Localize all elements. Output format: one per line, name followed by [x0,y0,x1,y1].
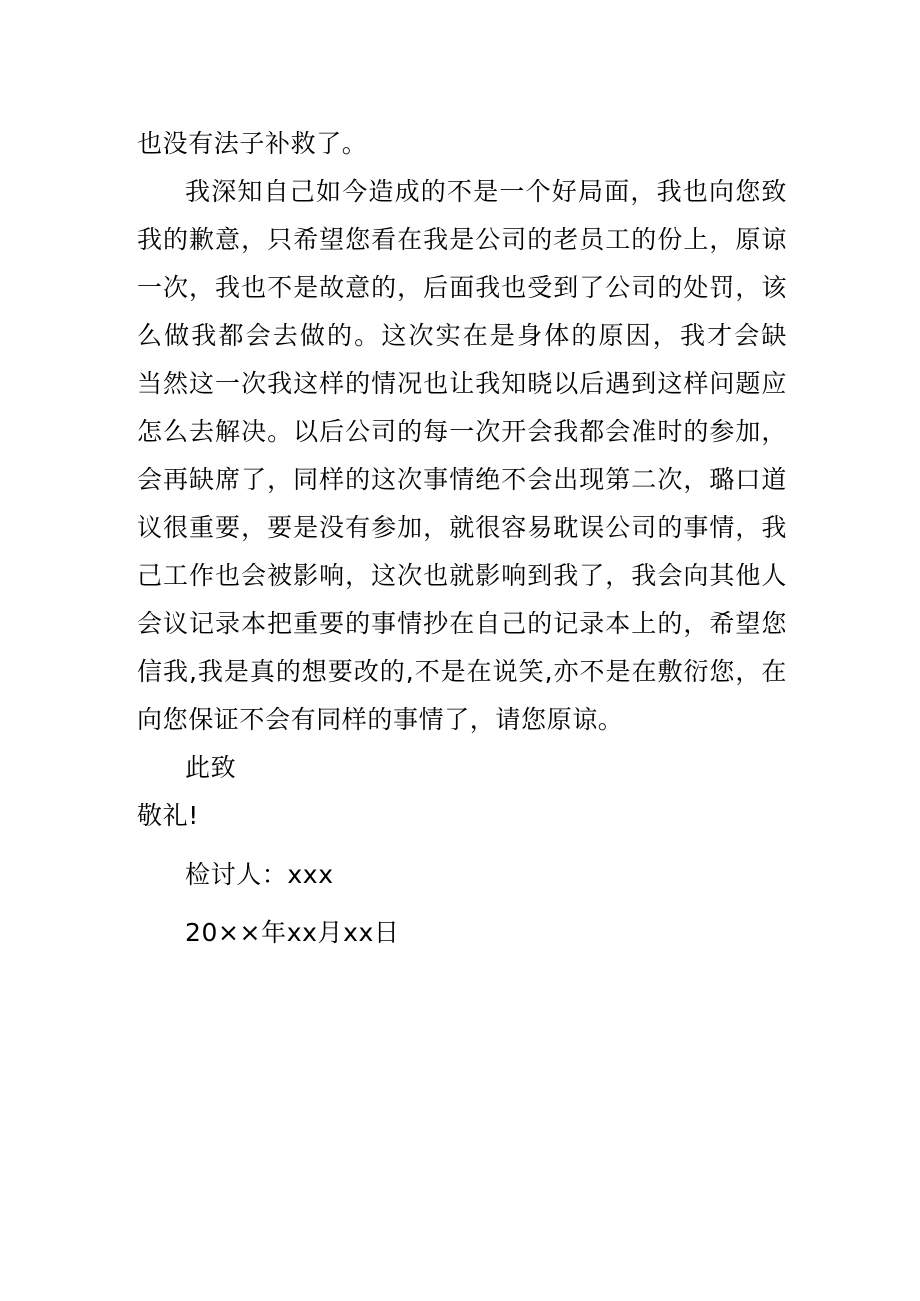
text-line: 当然这一次我这样的情况也让我知晓以后遇到这样问题应 [137,369,787,398]
text-line: 己工作也会被影响，这次也就影响到我了，我会向其他人 [137,561,787,590]
closing-text: 此致 [185,753,237,782]
text-line: 一次，我也不是故意的，后面我也受到了公司的处罚，该 [137,273,787,302]
text-line: 怎么去解决。以后公司的每一次开会我都会准时的参加， [137,417,787,446]
text-line: 我深知自己如今造成的不是一个好局面，我也向您致 [185,177,787,206]
signer-line: 检讨人：xxx [185,860,334,889]
text-line: 议很重要，要是没有参加，就很容易耽误公司的事情，我 [137,513,787,542]
text-line: 信我,我是真的想要改的,不是在说笑,亦不是在敷衍您，在 [137,657,787,686]
text-line: 向您保证不会有同样的事情了，请您原谅。 [137,705,624,734]
salute-text: 敬礼! [137,801,199,830]
text-line: 我的歉意，只希望您看在我是公司的老员工的份上，原谅 [137,225,787,254]
text-line: 么做我都会去做的。这次实在是身体的原因，我才会缺 [137,321,787,350]
text-line: 也没有法子补救了。 [137,129,368,158]
text-line: 会议记录本把重要的事情抄在自己的记录本上的，希望您 [137,609,787,638]
text-line: 会再缺席了，同样的这次事情绝不会出现第二次，璐口道 [137,465,787,494]
date-line: 20××年xx月xx日 [185,918,400,947]
